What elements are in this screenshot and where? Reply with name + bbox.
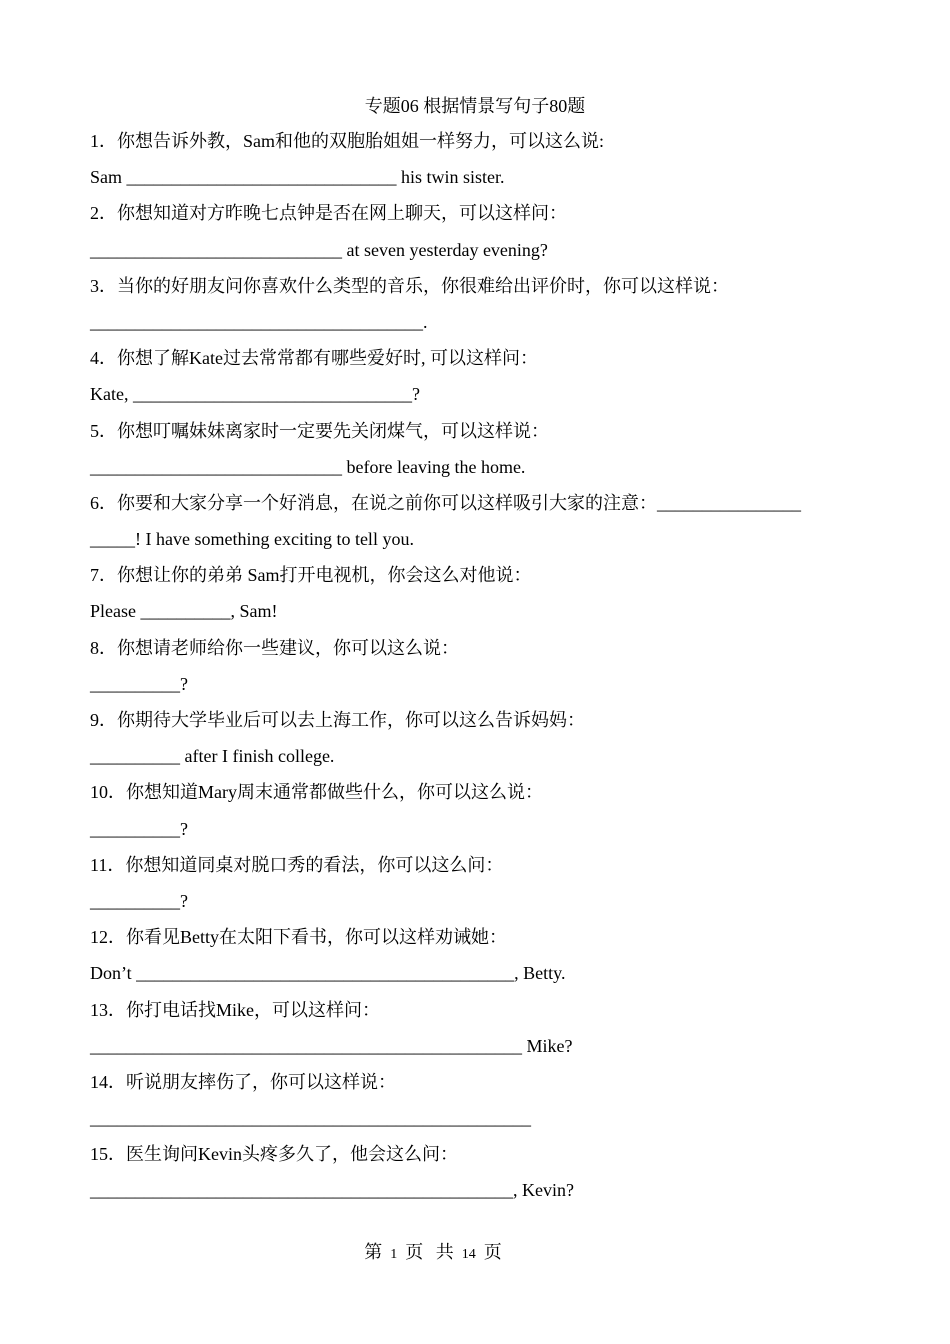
- answer-line: __________?: [90, 890, 188, 911]
- question-prompt: 10．你想知道Mary周末通常都做些什么，你可以这么说：: [90, 782, 543, 803]
- answer-line: ________________________________________________ Mike?: [90, 1035, 573, 1056]
- question-prompt: 8．你想请老师给你一些建议，你可以这么说：: [90, 637, 459, 658]
- question-prompt: 1．你想告诉外教，Sam和他的双胞胎姐姐一样努力，可以这么说:: [90, 131, 604, 151]
- question-prompt: 4．你想了解Kate过去常常都有哪些爱好时, 可以这样问：: [90, 348, 538, 369]
- question-prompt: 2．你想知道对方昨晚七点钟是否在网上聊天，可以这样问：: [90, 203, 567, 224]
- question-prompt: 7．你想让你的弟弟 Sam打开电视机，你会这么对他说：: [90, 565, 532, 586]
- question-prompt: 5．你想叮嘱妹妹离家时一定要先关闭煤气，可以这样说：: [90, 420, 549, 441]
- footer-label: 第: [364, 1242, 383, 1262]
- total-pages: 14: [461, 1247, 476, 1262]
- answer-line: _________________________________________________: [90, 1108, 531, 1129]
- footer-label: 共: [435, 1242, 454, 1262]
- answer-line: Don’t __________________________________________, Betty.: [90, 963, 566, 984]
- answer-line: __________ after I finish college.: [90, 746, 335, 767]
- answer-line: ____________________________ before leaving the home.: [90, 456, 526, 477]
- answer-line: _____________________________________.: [90, 311, 428, 332]
- footer-label: 页: [483, 1242, 502, 1262]
- question-prompt: 6．你要和大家分享一个好消息，在说之前你可以这样吸引大家的注意：________________: [90, 492, 801, 513]
- question-prompt: 14．听说朋友摔伤了，你可以这样说：: [90, 1071, 396, 1092]
- answer-line: __________?: [90, 818, 188, 839]
- question-prompt: 13．你打电话找Mike，可以这样问：: [90, 999, 380, 1020]
- answer-line: Kate, _______________________________?: [90, 384, 420, 405]
- answer-line: _______________________________________________, Kevin?: [90, 1180, 574, 1201]
- question-prompt: 11．你想知道同桌对脱口秀的看法，你可以这么问：: [90, 854, 504, 875]
- question-prompt: 3．当你的好朋友问你喜欢什么类型的音乐，你很难给出评价时，你可以这样说：: [90, 275, 729, 296]
- question-prompt: 15．医生询问Kevin头疼多久了，他会这么问：: [90, 1144, 458, 1165]
- question-prompt: 12．你看见Betty在太阳下看书，你可以这样劝诫她：: [90, 927, 507, 948]
- answer-line: _____! I have something exciting to tell you.: [90, 529, 414, 550]
- answer-line: ____________________________ at seven yesterday evening?: [90, 239, 548, 260]
- answer-line: Please __________, Sam!: [90, 601, 278, 622]
- question-list: [90, 129, 860, 1215]
- footer-label: 页: [405, 1242, 424, 1262]
- answer-line: __________?: [90, 673, 188, 694]
- page-number: 1: [390, 1247, 398, 1262]
- page-footer: [0, 1240, 866, 1267]
- document-title: 专题06 根据情景写句子80题: [364, 96, 586, 116]
- question-prompt: 9．你期待大学毕业后可以去上海工作，你可以这么告诉妈妈：: [90, 710, 585, 730]
- answer-line: Sam ______________________________ his twin sister.: [90, 167, 505, 188]
